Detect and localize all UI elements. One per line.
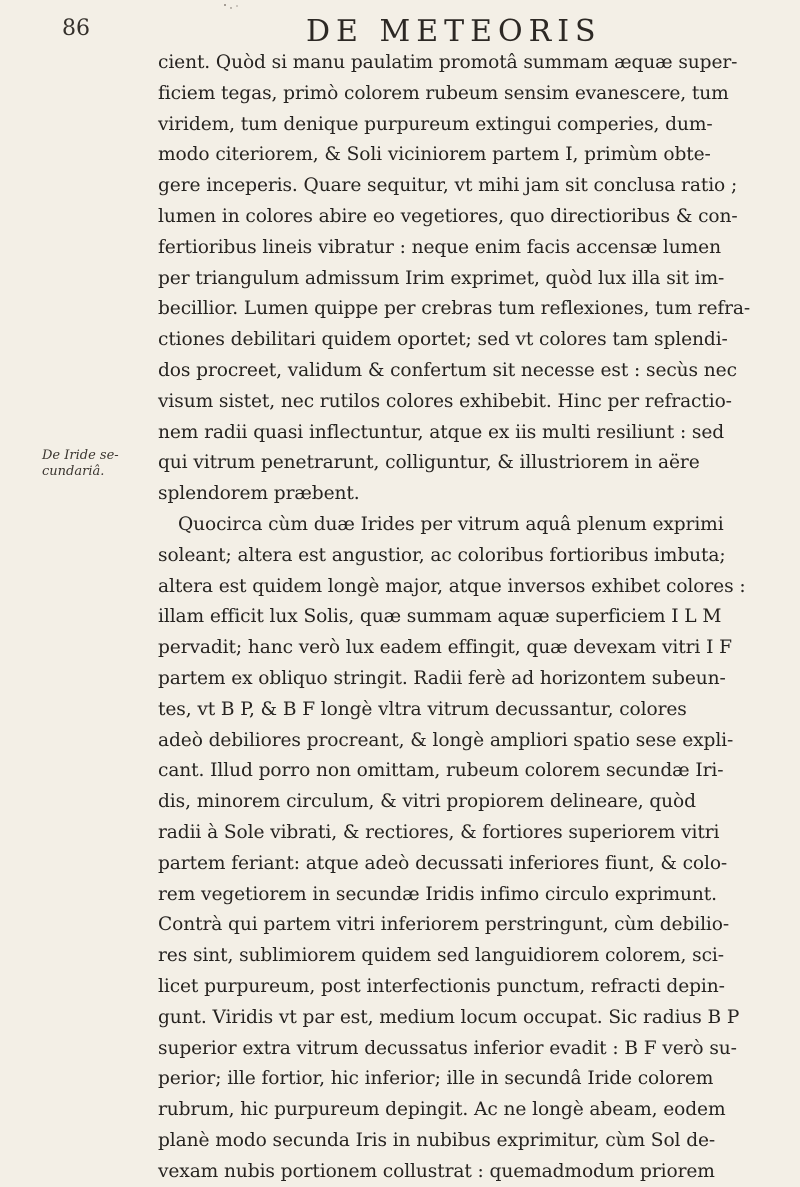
text-line: ctiones debilitari quidem oportet; sed vt colores tam splendi-: [158, 329, 728, 351]
text-line: partem ex obliquo stringit. Radii ferè ad horizontem subeun-: [158, 667, 726, 689]
text-line: altera est quidem longè major, atque inversos exhibet colores :: [158, 575, 746, 597]
margin-note-line: De Iride se-: [42, 448, 119, 463]
text-line: vexam nubis portionem collustrat : quemadmodum priorem: [158, 1160, 715, 1182]
text-line: splendorem præbent.: [158, 483, 360, 505]
margin-note-line: cundariâ.: [42, 464, 105, 479]
text-line: rubrum, hic purpureum depingit. Ac ne longè abeam, eodem: [158, 1099, 726, 1121]
text-line: viridem, tum denique purpureum extingui comperies, dum-: [158, 113, 713, 135]
text-line: qui vitrum penetrarunt, colliguntur, & illustriorem in aëre: [158, 452, 700, 474]
text-line: dis, minorem circulum, & vitri propiorem delineare, quòd: [158, 791, 696, 813]
margin-note: [42, 448, 152, 480]
body-text: [158, 48, 778, 1187]
text-line: cant. Illud porro non omittam, rubeum colorem secundæ Iri-: [158, 760, 724, 782]
text-line: cient. Quòd si manu paulatim promotâ summam æquæ super-: [158, 52, 738, 73]
text-line: gere inceperis. Quare sequitur, vt mihi jam sit conclusa ratio ;: [158, 175, 738, 197]
text-line: licet purpureum, post interfectionis punctum, refracti depin-: [158, 975, 725, 997]
text-line: superior extra vitrum decussatus inferior evadit : B F verò su-: [158, 1037, 737, 1059]
running-title: DE METEORIS: [306, 14, 602, 49]
text-line: nem radii quasi inflectuntur, atque ex iis multi resiliunt : sed: [158, 421, 725, 443]
text-line: illam efficit lux Solis, quæ summam aquæ superficiem I L M: [158, 606, 722, 628]
text-line: rem vegetiorem in secundæ Iridis infimo circulo exprimunt.: [158, 883, 717, 905]
text-line: tes, vt B P, & B F longè vltra vitrum decussantur, colores: [158, 698, 687, 720]
text-line: visum sistet, nec rutilos colores exhibebit. Hinc per refractio-: [158, 390, 732, 412]
text-line: gunt. Viridis vt par est, medium locum occupat. Sic radius B P: [158, 1006, 740, 1028]
text-line: per triangulum admissum Irim exprimet, quòd lux illa sit im-: [158, 267, 725, 289]
text-line: fertioribus lineis vibratur : neque enim facis accensæ lumen: [158, 236, 721, 258]
paper-specks: [222, 2, 242, 14]
text-line: modo citeriorem, & Soli viciniorem partem I, primùm obte-: [158, 144, 711, 166]
text-line: pervadit; hanc verò lux eadem effingit, quæ devexam vitri I F: [158, 637, 732, 659]
text-line: adeò debiliores procreant, & longè ampliori spatio sese expli-: [158, 729, 734, 751]
text-line: soleant; altera est angustior, ac coloribus fortioribus imbuta;: [158, 544, 726, 566]
text-line: Contrà qui partem vitri inferiorem perstringunt, cùm debilio-: [158, 914, 730, 936]
page-number: 86: [62, 16, 90, 41]
text-line: perior; ille fortior, hic inferior; ille in secundâ Iride colorem: [158, 1068, 714, 1090]
text-line: ficiem tegas, primò colorem rubeum sensim evanescere, tum: [158, 82, 729, 104]
text-line: partem feriant: atque adeò decussati inferiores fiunt, & colo-: [158, 852, 728, 874]
text-line: dos procreet, validum & confertum sit necesse est : secùs nec: [158, 359, 737, 381]
paragraph-start-line: Quocirca cùm duæ Irides per vitrum aquâ plenum exprimi: [178, 513, 724, 535]
text-line: radii à Sole vibrati, & rectiores, & fortiores superiorem vitri: [158, 821, 720, 843]
text-line: planè modo secunda Iris in nubibus exprimitur, cùm Sol de-: [158, 1129, 716, 1151]
text-line: lumen in colores abire eo vegetiores, quo directioribus & con-: [158, 205, 738, 227]
text-line: becillior. Lumen quippe per crebras tum reflexiones, tum refra-: [158, 298, 751, 320]
text-line: res sint, sublimiorem quidem sed languidiorem colorem, sci-: [158, 945, 724, 967]
